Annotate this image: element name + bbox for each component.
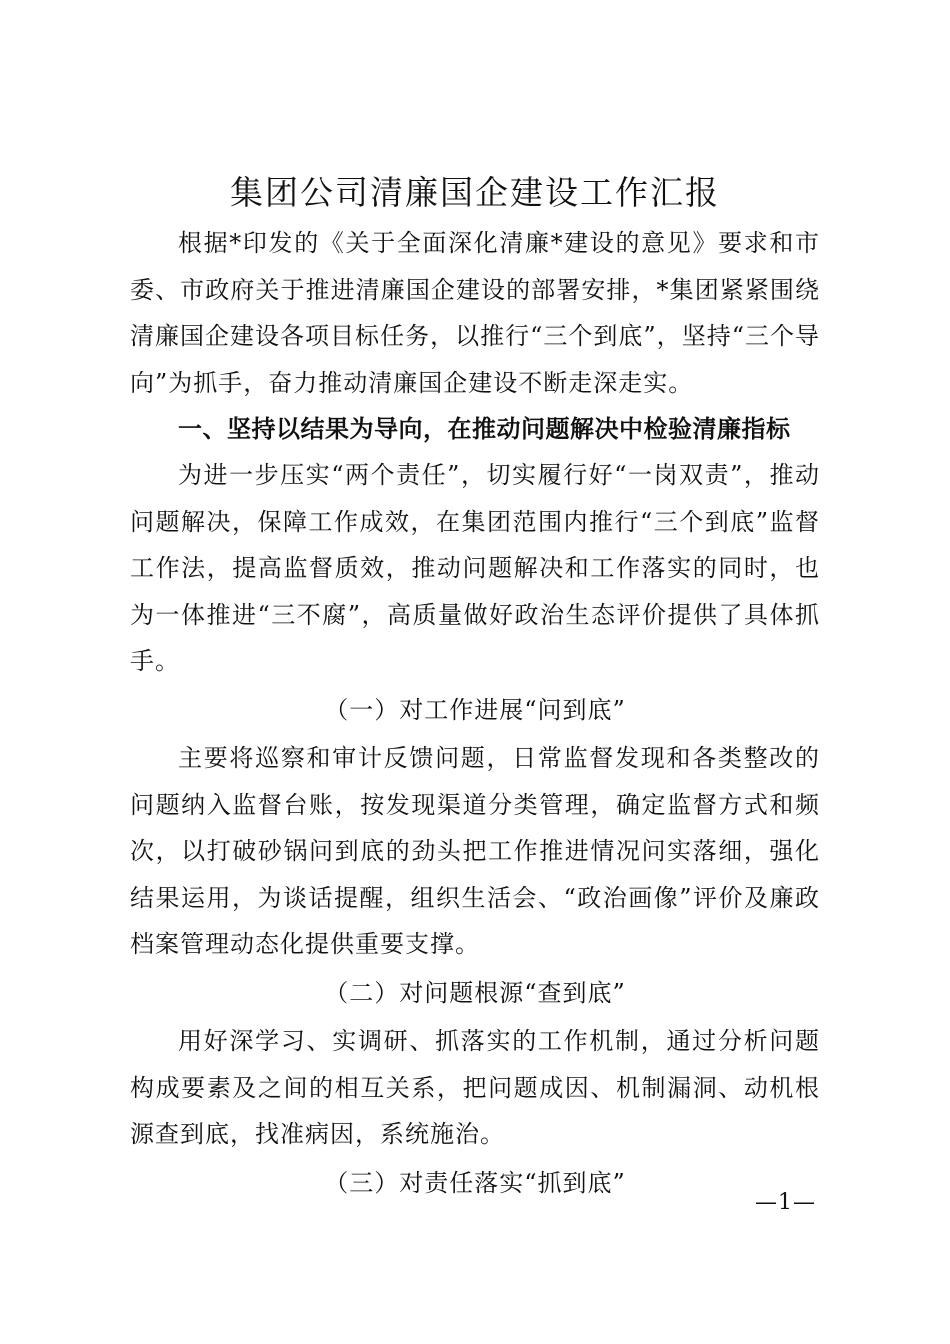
- document-title: 集团公司清廉国企建设工作汇报: [230, 173, 720, 212]
- subsection-1-body: 主要将巡察和审计反馈问题，日常监督发现和各类整改的问题纳入监督台账，按发现渠道分类管理，确定监督方式和频次，以打破砂锅问到底的劲头把工作推进情况问实落细，强化结果运用，为谈话提醒，组织生活会、“政治画像”评价及廉政档案管理动态化提供重要支撑。: [130, 744, 820, 958]
- section-1-body: 为进一步压实“两个责任”，切实履行好“一岗双责”，推动问题解决，保障工作成效，在集团范围内推行“三个到底”监督工作法，提高监督质效，推动问题解决和工作落实的同时，也为一体推进“三不腐”，高质量做好政治生态评价提供了具体抓手。: [130, 461, 820, 675]
- subsection-1-heading: （一）对工作进展“问到底”: [324, 695, 626, 724]
- subsection-2-heading: （二）对问题根源“查到底”: [324, 978, 626, 1007]
- subsection-3-heading: （三）对责任落实“抓到底”: [324, 1168, 626, 1197]
- document-page: [130, 168, 820, 1208]
- intro-paragraph: 根据*印发的《关于全面深化清廉*建设的意见》要求和市委、市政府关于推进清廉国企建设的部署安排，*集团紧紧围绕清廉国企建设各项目标任务，以推行“三个到底”，坚持“三个导向”为抓手，奋力推动清廉国企建设不断走深走实。: [130, 229, 820, 397]
- section-1-heading: 一、坚持以结果为导向，在推动问题解决中检验清廉指标: [178, 415, 791, 443]
- page-number: —1—: [755, 1190, 816, 1215]
- subsection-2-body: 用好深学习、实调研、抓落实的工作机制，通过分析问题构成要素及之间的相互关系，把问题成因、机制漏洞、动机根源查到底，找准病因，系统施治。: [130, 1027, 820, 1148]
